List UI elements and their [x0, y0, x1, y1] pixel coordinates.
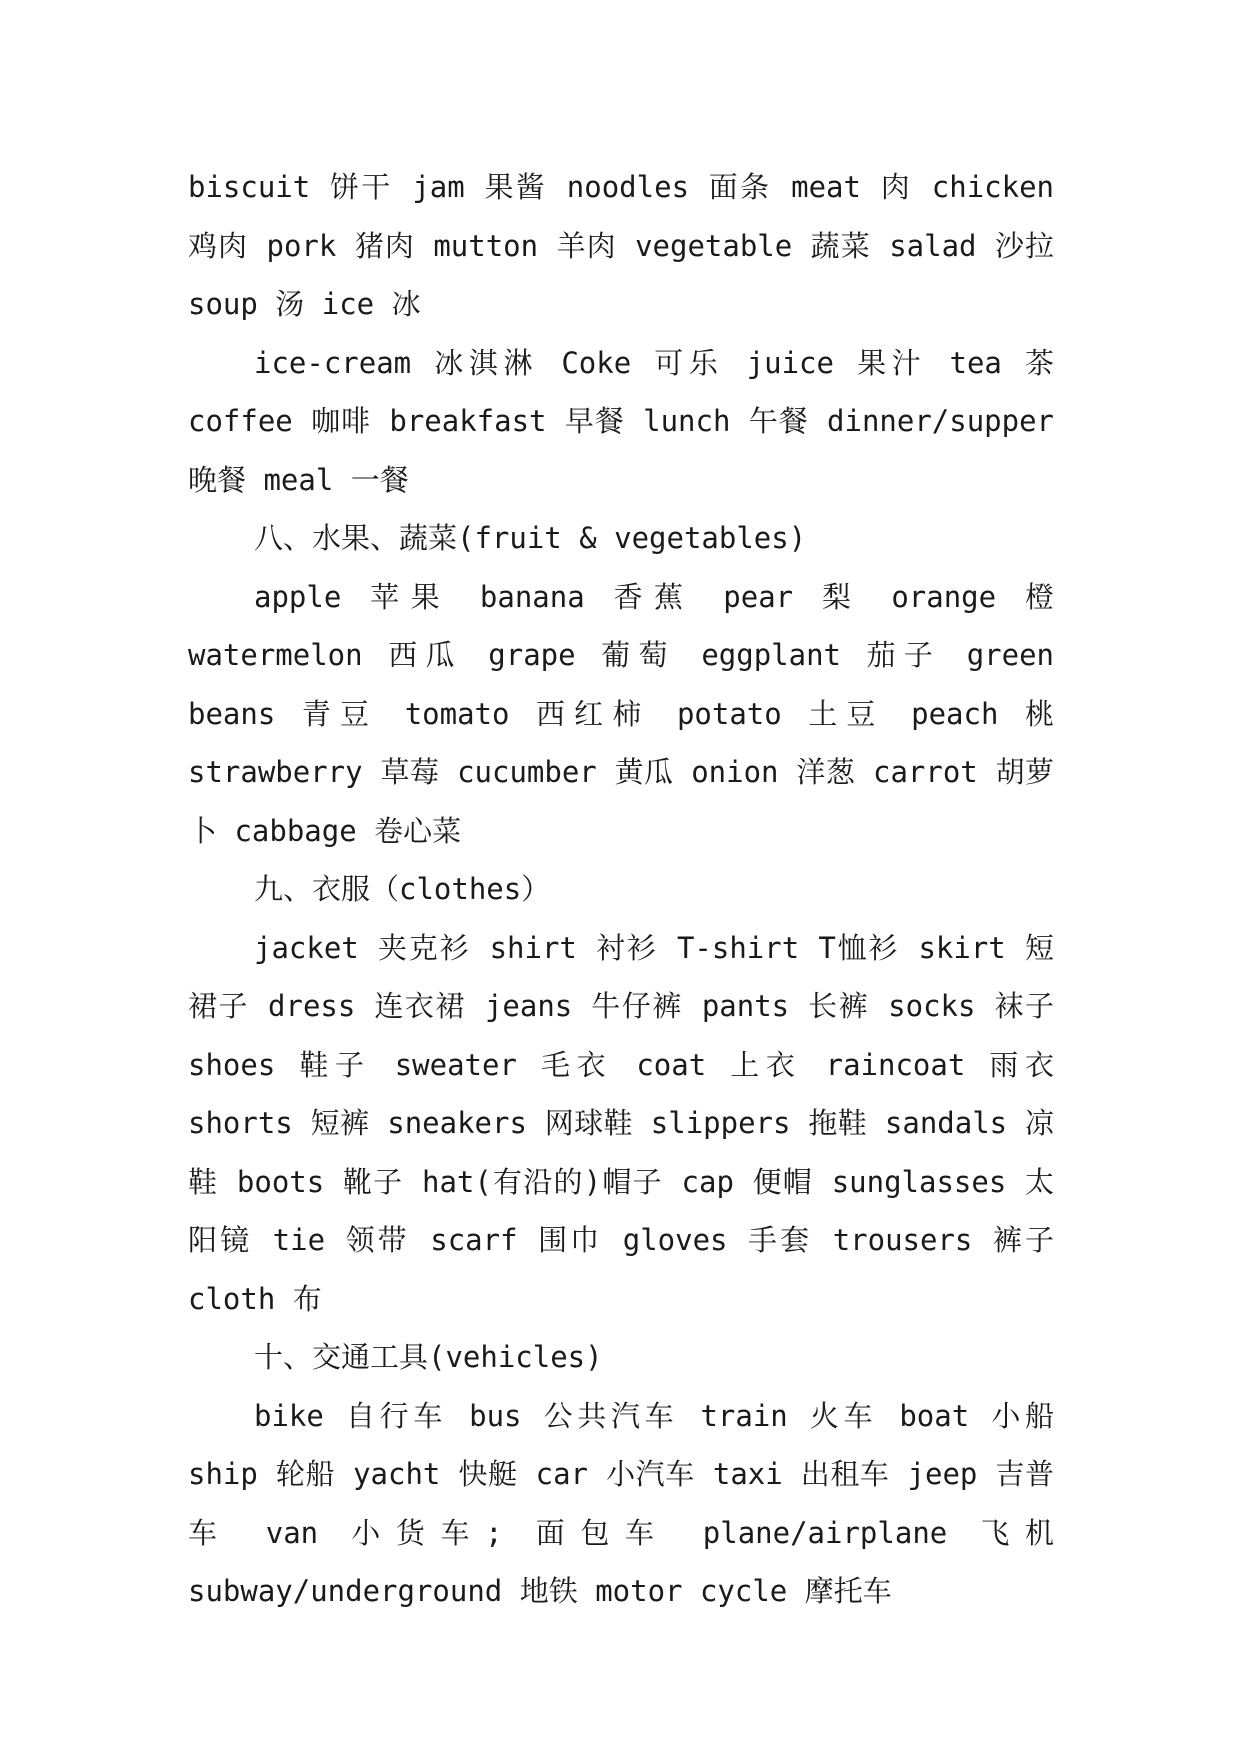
fruit-vegetables-paragraph: apple 苹果 banana 香蕉 pear 梨 orange 橙 watermelon 西瓜 grape 葡萄 eggplant 茄子 green beans 青豆 tomato 西红柿 potato 土豆 peach 桃 strawberry 草莓 cucumber 黄瓜 onion 洋葱 carrot 胡萝卜 cabbage 卷心菜 [188, 579, 1054, 848]
section-heading-fruit-vegetables: 八、水果、蔬菜(fruit & vegetables) [254, 521, 807, 555]
vehicles-paragraph: bike 自行车 bus 公共汽车 train 火车 boat 小船 ship 轮船 yacht 快艇 car 小汽车 taxi 出租车 jeep 吉普车 van 小货车; 面包车 plane/airplane 飞机 subway/underground 地铁 motor cycle 摩托车 [188, 1398, 1054, 1608]
food-list-paragraph: biscuit 饼干 jam 果酱 noodles 面条 meat 肉 chicken 鸡肉 pork 猪肉 mutton 羊肉 vegetable 蔬菜 salad 沙拉 soup 汤 ice 冰 [188, 170, 1054, 321]
section-heading-vehicles: 十、交通工具(vehicles) [254, 1340, 603, 1374]
document-page [188, 158, 1054, 1621]
clothes-paragraph: jacket 夹克衫 shirt 衬衫 T-shirt T恤衫 skirt 短裙子 dress 连衣裙 jeans 牛仔裤 pants 长裤 socks 袜子 shoes 鞋子 sweater 毛衣 coat 上衣 raincoat 雨衣 shorts 短裤 sneakers 网球鞋 slippers 拖鞋 sandals 凉鞋 boots 靴子 hat(有沿的)帽子 cap 便帽 sunglasses 太阳镜 tie 领带 scarf 围巾 gloves 手套 trousers 裤子 cloth 布 [188, 930, 1054, 1316]
drinks-meals-paragraph: ice-cream 冰淇淋 Coke 可乐 juice 果汁 tea 茶 coffee 咖啡 breakfast 早餐 lunch 午餐 dinner/supper 晚餐 meal 一餐 [188, 345, 1054, 497]
section-heading-clothes: 九、衣服（clothes） [254, 872, 551, 906]
